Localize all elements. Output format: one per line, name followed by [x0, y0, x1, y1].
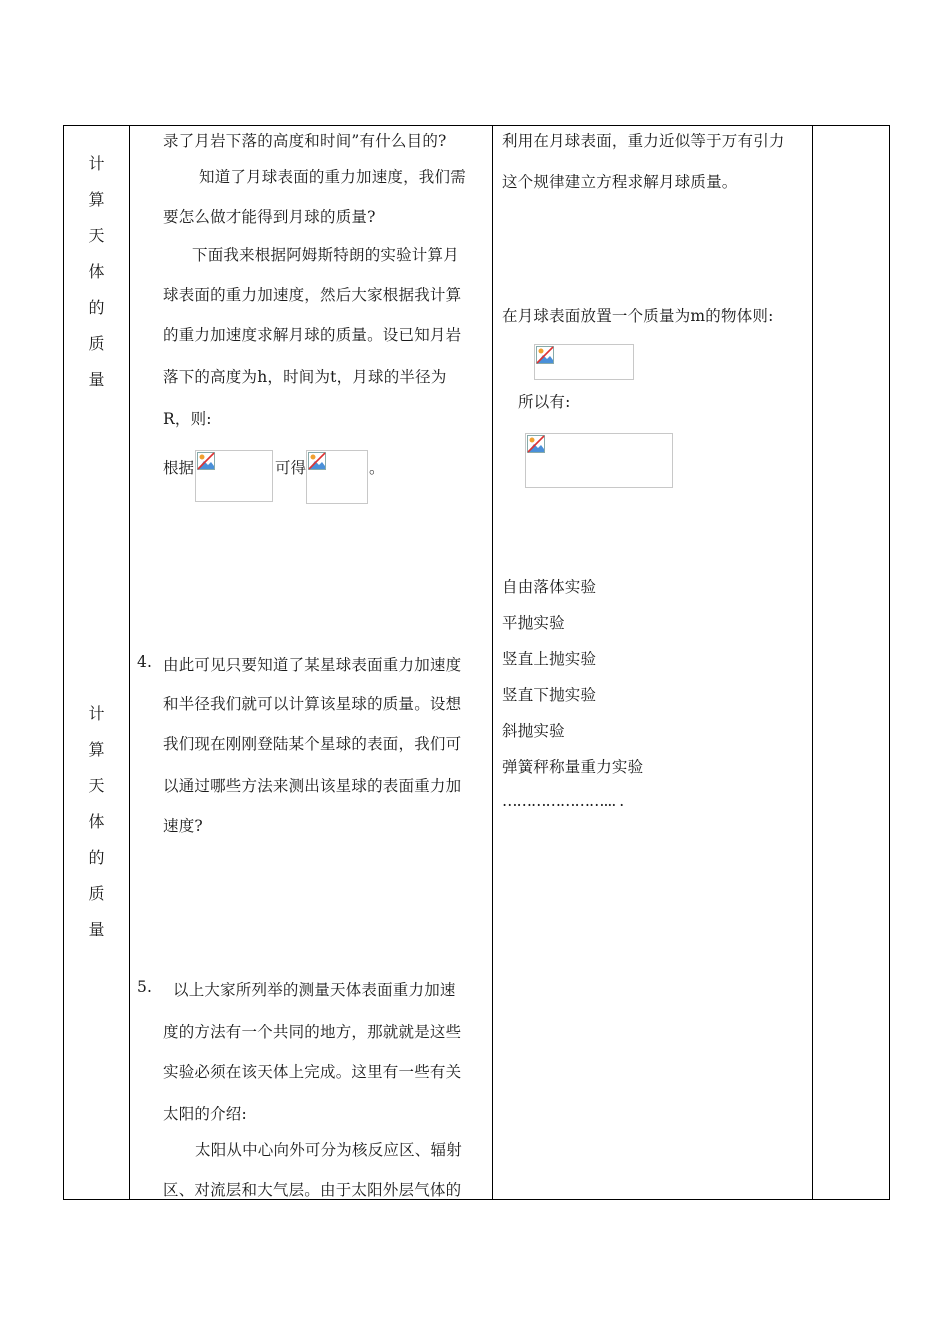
broken-image-icon: [527, 435, 545, 453]
paragraph-line: 速度?: [163, 817, 203, 835]
paragraph-line: 和半径我们就可以计算该星球的质量。设想: [163, 695, 462, 713]
paragraph-line: 知道了月球表面的重力加速度，我们需: [199, 168, 466, 186]
paragraph-line: 要怎么做才能得到月球的质量?: [163, 208, 376, 226]
broken-image-icon: [308, 452, 326, 470]
gen-ju-text: 根据: [163, 459, 195, 477]
title-char: 的: [88, 298, 105, 317]
list-item: 自由落体实验: [502, 578, 597, 596]
paragraph-line: 我们现在刚刚登陆某个星球的表面，我们可: [163, 735, 462, 753]
title-char: 量: [88, 920, 105, 939]
title-char: 天: [88, 226, 105, 245]
paragraph-line: R，则:: [163, 410, 212, 428]
title-char: 体: [88, 262, 105, 281]
list-item: 竖直上抛实验: [502, 650, 597, 668]
paragraph-line: 区、对流层和大气层。由于太阳外层气体的: [163, 1181, 462, 1199]
paragraph-line: 实验必须在该天体上完成。这里有一些有关: [163, 1063, 462, 1081]
title-char: 质: [88, 884, 105, 903]
dots-tail: . .: [611, 792, 624, 810]
list-item: 平抛实验: [502, 614, 565, 632]
paragraph-line: 这个规律建立方程求解月球质量。: [502, 173, 738, 191]
formula-image: [306, 450, 368, 504]
period-text: 。: [369, 459, 385, 477]
paragraph-line: 所以有:: [518, 393, 571, 411]
title-char: 量: [88, 370, 105, 389]
paragraph-line: 的重力加速度求解月球的质量。设已知月岩: [163, 326, 462, 344]
paragraph-line: 球表面的重力加速度，然后大家根据我计算: [163, 286, 462, 304]
paragraph-line: 在月球表面放置一个质量为m的物体则:: [502, 307, 774, 325]
formula-image: [195, 450, 273, 502]
paragraph-line: 录了月岩下落的高度和时间”有什么目的?: [163, 132, 447, 150]
paragraph-line: 太阳从中心向外可分为核反应区、辐射: [195, 1141, 462, 1159]
formula-image: [534, 344, 634, 380]
ke-de-text: 可得: [275, 459, 307, 477]
title-char: 体: [88, 812, 105, 831]
paragraph-line: 落下的高度为h，时间为t，月球的半径为: [163, 368, 447, 386]
title-char: 的: [88, 848, 105, 867]
section-title-vertical: [64, 146, 129, 398]
title-char: 算: [88, 190, 105, 209]
ellipsis-line: [502, 792, 623, 810]
lesson-table: [63, 125, 890, 1200]
formula-image: [525, 433, 673, 488]
list-number: 4.: [137, 653, 153, 671]
paragraph-line: 以上大家所列举的测量天体表面重力加速: [173, 981, 456, 999]
paragraph-line: 下面我来根据阿姆斯特朗的实验计算月: [192, 246, 459, 264]
list-number: 5.: [137, 978, 153, 996]
column-divider: [812, 126, 813, 1199]
list-item: 弹簧秤称量重力实验: [502, 758, 644, 776]
section-title-vertical: [64, 696, 129, 948]
paragraph-line: 由此可见只要知道了某星球表面重力加速度: [163, 656, 462, 674]
list-item: 斜抛实验: [502, 722, 565, 740]
teaching-content-column: [129, 126, 492, 1199]
broken-image-icon: [197, 452, 215, 470]
paragraph-line: 度的方法有一个共同的地方，那就就是这些: [163, 1023, 462, 1041]
paragraph-line: 太阳的介绍:: [163, 1105, 247, 1123]
paragraph-line: 以通过哪些方法来测出该星球的表面重力加: [163, 777, 462, 795]
title-char: 计: [88, 154, 105, 173]
title-char: 算: [88, 740, 105, 759]
list-item: 竖直下抛实验: [502, 686, 597, 704]
paragraph-line: 利用在月球表面，重力近似等于万有引力: [502, 132, 785, 150]
dots: …………………..: [502, 792, 612, 810]
title-char: 计: [88, 704, 105, 723]
title-char: 质: [88, 334, 105, 353]
title-char: 天: [88, 776, 105, 795]
student-activity-column: [492, 126, 812, 1199]
broken-image-icon: [536, 346, 554, 364]
